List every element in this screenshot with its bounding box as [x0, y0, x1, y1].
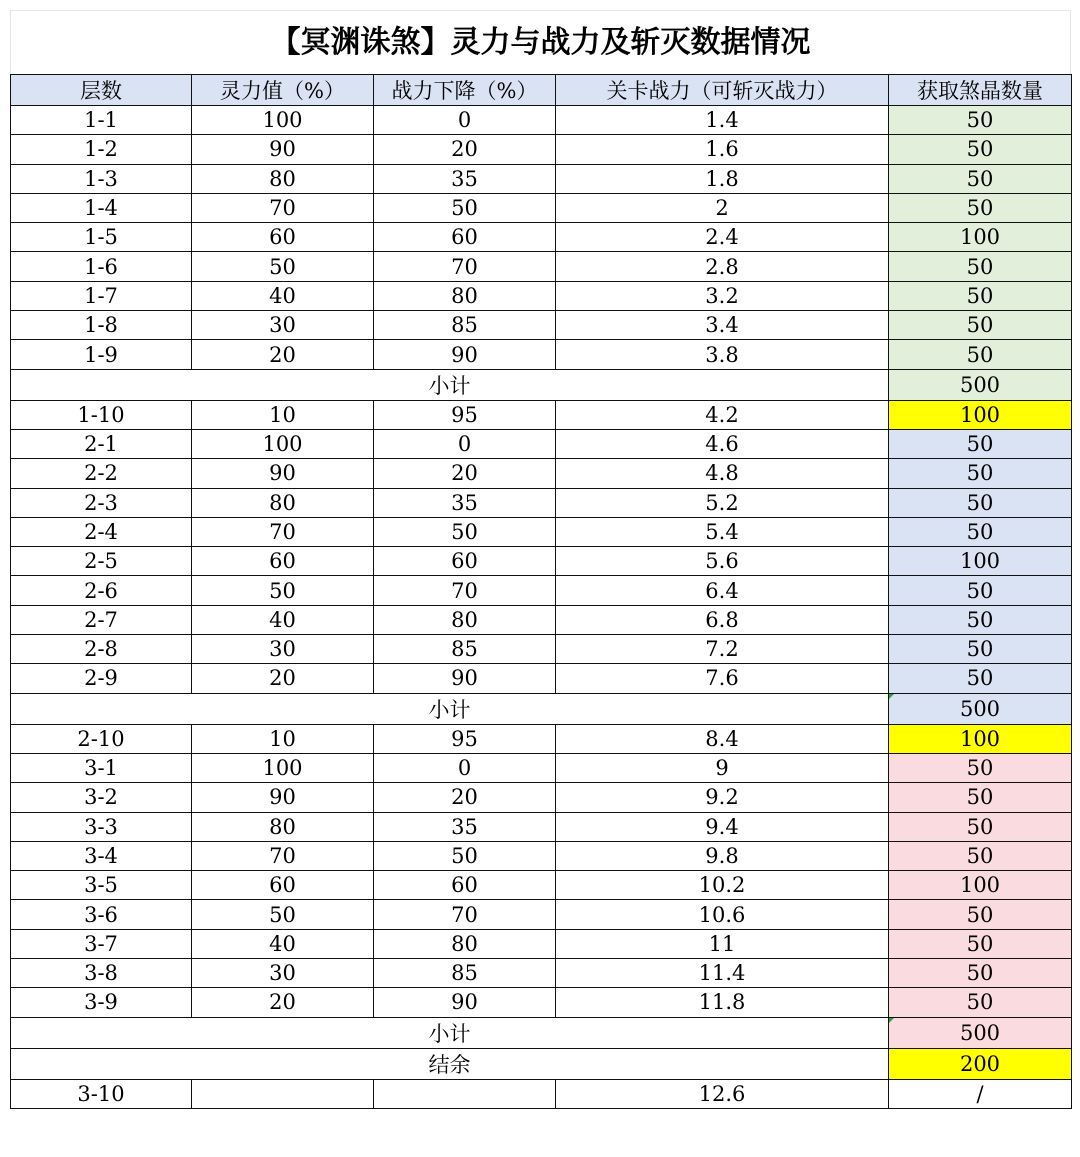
cell-crystal-count[interactable]: 50	[889, 311, 1072, 340]
cell-spirit-value[interactable]: 20	[192, 988, 374, 1017]
cell-stage-power[interactable]: 2.8	[556, 252, 889, 281]
cell-crystal-count[interactable]: 100	[889, 547, 1072, 576]
cell-spirit-value[interactable]: 100	[192, 753, 374, 782]
subtotal-crystal-count[interactable]: 500	[889, 693, 1072, 724]
cell-crystal-count[interactable]: 50	[889, 459, 1072, 488]
table-body	[11, 106, 1072, 1109]
table-row	[11, 164, 1072, 193]
subtotal-row	[11, 1048, 1072, 1079]
subtotal-label[interactable]: 小计	[11, 1017, 889, 1048]
header-crystal-count[interactable]: 获取煞晶数量	[889, 75, 1072, 106]
cell-crystal-count[interactable]: 50	[889, 340, 1072, 369]
cell-power-drop[interactable]: 80	[374, 281, 556, 310]
cell-layer[interactable]: 3-4	[11, 841, 192, 870]
cell-layer[interactable]: 1-8	[11, 311, 192, 340]
data-table	[10, 74, 1072, 1109]
cell-power-drop[interactable]: 50	[374, 841, 556, 870]
cell-stage-power[interactable]: 1.6	[556, 135, 889, 164]
table-row	[11, 1079, 1072, 1108]
cell-power-drop[interactable]: 60	[374, 223, 556, 252]
cell-power-drop[interactable]: 95	[374, 724, 556, 753]
cell-power-drop[interactable]: 95	[374, 400, 556, 429]
cell-crystal-count[interactable]: /	[889, 1079, 1072, 1108]
table-row	[11, 252, 1072, 281]
table-row	[11, 400, 1072, 429]
cell-stage-power[interactable]: 2	[556, 193, 889, 222]
cell-spirit-value[interactable]: 90	[192, 459, 374, 488]
cell-power-drop[interactable]: 35	[374, 164, 556, 193]
cell-stage-power[interactable]: 11	[556, 929, 889, 958]
table-row	[11, 724, 1072, 753]
table-row	[11, 959, 1072, 988]
cell-layer[interactable]: 1-4	[11, 193, 192, 222]
cell-spirit-value[interactable]: 100	[192, 106, 374, 135]
cell-spirit-value[interactable]: 30	[192, 635, 374, 664]
cell-layer[interactable]: 1-9	[11, 340, 192, 369]
cell-crystal-count[interactable]: 50	[889, 959, 1072, 988]
cell-power-drop[interactable]: 0	[374, 429, 556, 458]
cell-layer[interactable]: 2-1	[11, 429, 192, 458]
header-layer[interactable]: 层数	[11, 75, 192, 106]
subtotal-row	[11, 693, 1072, 724]
table-row	[11, 929, 1072, 958]
cell-power-drop[interactable]	[374, 1079, 556, 1108]
cell-spirit-value[interactable]: 40	[192, 281, 374, 310]
cell-power-drop[interactable]: 90	[374, 664, 556, 693]
cell-spirit-value[interactable]: 50	[192, 252, 374, 281]
cell-power-drop[interactable]: 20	[374, 459, 556, 488]
cell-stage-power[interactable]: 3.2	[556, 281, 889, 310]
table-row	[11, 664, 1072, 693]
table-row	[11, 988, 1072, 1017]
cell-stage-power[interactable]: 10.6	[556, 900, 889, 929]
cell-crystal-count[interactable]: 100	[889, 400, 1072, 429]
cell-layer[interactable]: 2-3	[11, 488, 192, 517]
cell-power-drop[interactable]: 70	[374, 576, 556, 605]
cell-power-drop[interactable]: 85	[374, 311, 556, 340]
cell-layer[interactable]: 2-5	[11, 547, 192, 576]
cell-layer[interactable]: 1-3	[11, 164, 192, 193]
table-row	[11, 459, 1072, 488]
cell-layer[interactable]: 2-8	[11, 635, 192, 664]
cell-stage-power[interactable]: 10.2	[556, 871, 889, 900]
table-row	[11, 900, 1072, 929]
table-row	[11, 193, 1072, 222]
cell-spirit-value[interactable]: 90	[192, 135, 374, 164]
cell-stage-power[interactable]: 4.8	[556, 459, 889, 488]
cell-power-drop[interactable]: 80	[374, 929, 556, 958]
table-row	[11, 488, 1072, 517]
cell-power-drop[interactable]: 90	[374, 340, 556, 369]
cell-spirit-value[interactable]: 70	[192, 841, 374, 870]
cell-layer[interactable]: 3-3	[11, 812, 192, 841]
spreadsheet	[10, 10, 1071, 1109]
cell-power-drop[interactable]: 20	[374, 783, 556, 812]
cell-crystal-count[interactable]: 50	[889, 488, 1072, 517]
cell-crystal-count[interactable]: 50	[889, 900, 1072, 929]
table-row	[11, 311, 1072, 340]
cell-stage-power[interactable]: 4.6	[556, 429, 889, 458]
cell-spirit-value[interactable]: 40	[192, 929, 374, 958]
cell-power-drop[interactable]: 90	[374, 988, 556, 1017]
cell-layer[interactable]: 2-10	[11, 724, 192, 753]
cell-spirit-value[interactable]: 50	[192, 576, 374, 605]
cell-crystal-count[interactable]: 50	[889, 429, 1072, 458]
cell-layer[interactable]: 1-10	[11, 400, 192, 429]
cell-spirit-value[interactable]: 60	[192, 547, 374, 576]
cell-power-drop[interactable]: 70	[374, 900, 556, 929]
cell-crystal-count[interactable]: 50	[889, 517, 1072, 546]
cell-crystal-count[interactable]: 50	[889, 252, 1072, 281]
table-row	[11, 340, 1072, 369]
subtotal-label[interactable]: 小计	[11, 693, 889, 724]
cell-layer[interactable]: 2-4	[11, 517, 192, 546]
cell-layer[interactable]: 3-10	[11, 1079, 192, 1108]
subtotal-crystal-count[interactable]: 200	[889, 1048, 1072, 1079]
header-stage-power[interactable]: 关卡战力（可斩灭战力）	[556, 75, 889, 106]
cell-stage-power[interactable]: 1.8	[556, 164, 889, 193]
cell-spirit-value[interactable]: 70	[192, 193, 374, 222]
cell-spirit-value[interactable]: 50	[192, 900, 374, 929]
cell-crystal-count[interactable]: 50	[889, 135, 1072, 164]
cell-power-drop[interactable]: 70	[374, 252, 556, 281]
cell-power-drop[interactable]: 50	[374, 517, 556, 546]
cell-layer[interactable]: 3-7	[11, 929, 192, 958]
cell-layer[interactable]: 2-9	[11, 664, 192, 693]
table-row	[11, 429, 1072, 458]
cell-stage-power[interactable]: 9.4	[556, 812, 889, 841]
cell-crystal-count[interactable]: 50	[889, 841, 1072, 870]
cell-layer[interactable]: 3-9	[11, 988, 192, 1017]
cell-stage-power[interactable]: 12.6	[556, 1079, 889, 1108]
cell-crystal-count[interactable]: 50	[889, 281, 1072, 310]
header-power-drop[interactable]: 战力下降（%）	[374, 75, 556, 106]
cell-stage-power[interactable]: 9	[556, 753, 889, 782]
subtotal-label[interactable]: 结余	[11, 1048, 889, 1079]
cell-stage-power[interactable]: 11.4	[556, 959, 889, 988]
cell-stage-power[interactable]: 3.4	[556, 311, 889, 340]
cell-stage-power[interactable]: 9.2	[556, 783, 889, 812]
cell-crystal-count[interactable]: 50	[889, 812, 1072, 841]
cell-stage-power[interactable]: 9.8	[556, 841, 889, 870]
cell-spirit-value[interactable]: 30	[192, 959, 374, 988]
cell-spirit-value[interactable]: 70	[192, 517, 374, 546]
cell-spirit-value[interactable]: 80	[192, 812, 374, 841]
table-row	[11, 783, 1072, 812]
cell-stage-power[interactable]: 6.8	[556, 605, 889, 634]
cell-crystal-count[interactable]: 50	[889, 783, 1072, 812]
cell-stage-power[interactable]: 4.2	[556, 400, 889, 429]
cell-stage-power[interactable]: 5.6	[556, 547, 889, 576]
subtotal-row	[11, 1017, 1072, 1048]
cell-spirit-value[interactable]: 90	[192, 783, 374, 812]
cell-stage-power[interactable]: 7.6	[556, 664, 889, 693]
subtotal-crystal-count[interactable]: 500	[889, 1017, 1072, 1048]
table-row	[11, 547, 1072, 576]
cell-layer[interactable]: 3-6	[11, 900, 192, 929]
sheet-title: 【冥渊诛煞】灵力与战力及斩灭数据情况	[10, 10, 1071, 74]
cell-stage-power[interactable]: 5.4	[556, 517, 889, 546]
header-spirit-value[interactable]: 灵力值（%）	[192, 75, 374, 106]
table-row	[11, 281, 1072, 310]
subtotal-row	[11, 369, 1072, 400]
table-row	[11, 841, 1072, 870]
cell-power-drop[interactable]: 60	[374, 871, 556, 900]
cell-spirit-value[interactable]: 40	[192, 605, 374, 634]
subtotal-label[interactable]: 小计	[11, 369, 889, 400]
cell-power-drop[interactable]: 60	[374, 547, 556, 576]
cell-crystal-count[interactable]: 100	[889, 724, 1072, 753]
cell-power-drop[interactable]: 85	[374, 959, 556, 988]
cell-power-drop[interactable]: 35	[374, 488, 556, 517]
cell-spirit-value[interactable]: 80	[192, 488, 374, 517]
cell-power-drop[interactable]: 0	[374, 106, 556, 135]
cell-stage-power[interactable]: 1.4	[556, 106, 889, 135]
cell-crystal-count[interactable]: 50	[889, 576, 1072, 605]
cell-crystal-count[interactable]: 50	[889, 193, 1072, 222]
cell-crystal-count[interactable]: 50	[889, 605, 1072, 634]
cell-layer[interactable]: 1-5	[11, 223, 192, 252]
cell-crystal-count[interactable]: 50	[889, 753, 1072, 782]
cell-stage-power[interactable]: 11.8	[556, 988, 889, 1017]
cell-power-drop[interactable]: 80	[374, 605, 556, 634]
cell-crystal-count[interactable]: 100	[889, 871, 1072, 900]
cell-layer[interactable]: 2-7	[11, 605, 192, 634]
cell-layer[interactable]: 1-7	[11, 281, 192, 310]
cell-layer[interactable]: 3-5	[11, 871, 192, 900]
table-row	[11, 517, 1072, 546]
cell-spirit-value[interactable]: 20	[192, 664, 374, 693]
table-row	[11, 605, 1072, 634]
cell-power-drop[interactable]: 85	[374, 635, 556, 664]
cell-layer[interactable]: 2-2	[11, 459, 192, 488]
cell-stage-power[interactable]: 7.2	[556, 635, 889, 664]
cell-spirit-value[interactable]: 20	[192, 340, 374, 369]
cell-layer[interactable]: 1-2	[11, 135, 192, 164]
cell-layer[interactable]: 1-1	[11, 106, 192, 135]
cell-spirit-value[interactable]: 80	[192, 164, 374, 193]
cell-stage-power[interactable]: 5.2	[556, 488, 889, 517]
cell-crystal-count[interactable]: 50	[889, 929, 1072, 958]
subtotal-crystal-count[interactable]: 500	[889, 369, 1072, 400]
cell-power-drop[interactable]: 35	[374, 812, 556, 841]
cell-stage-power[interactable]: 3.8	[556, 340, 889, 369]
table-row	[11, 753, 1072, 782]
cell-stage-power[interactable]: 2.4	[556, 223, 889, 252]
cell-spirit-value[interactable]: 30	[192, 311, 374, 340]
table-row	[11, 871, 1072, 900]
cell-crystal-count[interactable]: 50	[889, 988, 1072, 1017]
cell-spirit-value[interactable]: 10	[192, 724, 374, 753]
cell-crystal-count[interactable]: 100	[889, 223, 1072, 252]
cell-crystal-count[interactable]: 50	[889, 635, 1072, 664]
cell-power-drop[interactable]: 20	[374, 135, 556, 164]
cell-power-drop[interactable]: 50	[374, 193, 556, 222]
table-row	[11, 135, 1072, 164]
header-row	[11, 75, 1072, 106]
cell-crystal-count[interactable]: 50	[889, 164, 1072, 193]
cell-stage-power[interactable]: 8.4	[556, 724, 889, 753]
cell-layer[interactable]: 3-8	[11, 959, 192, 988]
table-row	[11, 576, 1072, 605]
cell-crystal-count[interactable]: 50	[889, 664, 1072, 693]
cell-spirit-value[interactable]: 60	[192, 871, 374, 900]
cell-layer[interactable]: 2-6	[11, 576, 192, 605]
cell-crystal-count[interactable]: 50	[889, 106, 1072, 135]
table-row	[11, 106, 1072, 135]
cell-spirit-value[interactable]	[192, 1079, 374, 1108]
cell-layer[interactable]: 3-1	[11, 753, 192, 782]
cell-spirit-value[interactable]: 10	[192, 400, 374, 429]
cell-layer[interactable]: 3-2	[11, 783, 192, 812]
cell-layer[interactable]: 1-6	[11, 252, 192, 281]
table-row	[11, 635, 1072, 664]
cell-spirit-value[interactable]: 60	[192, 223, 374, 252]
cell-stage-power[interactable]: 6.4	[556, 576, 889, 605]
table-row	[11, 812, 1072, 841]
cell-power-drop[interactable]: 0	[374, 753, 556, 782]
cell-spirit-value[interactable]: 100	[192, 429, 374, 458]
table-row	[11, 223, 1072, 252]
